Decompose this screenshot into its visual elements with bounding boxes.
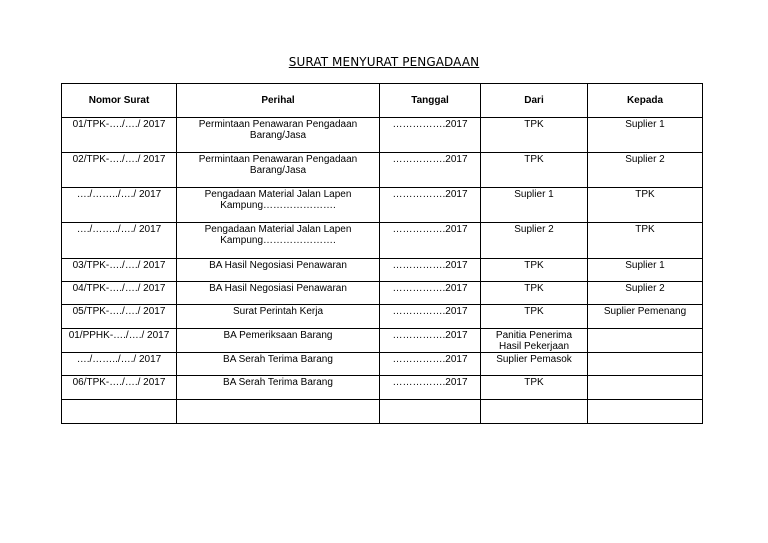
cell-nomor-surat: 01/PPHK-…./…./ 2017 (62, 329, 177, 353)
cell-nomor-surat: 01/TPK-…./…./ 2017 (62, 118, 177, 153)
cell-perihal: Surat Perintah Kerja (177, 305, 380, 329)
cell-dari: Suplier 2 (481, 223, 588, 259)
cell-perihal: BA Hasil Negosiasi Penawaran (177, 282, 380, 305)
cell-kepada: Suplier 1 (588, 259, 703, 282)
header-dari: Dari (481, 84, 588, 118)
cell-kepada: Suplier 2 (588, 282, 703, 305)
table-row (62, 353, 703, 376)
cell-dari: Panitia Penerima Hasil Pekerjaan (481, 329, 588, 353)
cell-perihal: BA Pemeriksaan Barang (177, 329, 380, 353)
header-perihal: Perihal (177, 84, 380, 118)
cell-nomor-surat: 06/TPK-…./…./ 2017 (62, 376, 177, 400)
cell-perihal: Pengadaan Material Jalan Lapen Kampung…………………. (177, 223, 380, 259)
cell-nomor-surat: 02/TPK-…./…./ 2017 (62, 153, 177, 188)
cell-tanggal: …………….2017 (380, 353, 481, 376)
cell-nomor-surat: 05/TPK-…./…./ 2017 (62, 305, 177, 329)
cell-perihal: Permintaan Penawaran Pengadaan Barang/Jasa (177, 118, 380, 153)
cell-perihal: BA Serah Terima Barang (177, 353, 380, 376)
cell-nomor-surat: 03/TPK-…./…./ 2017 (62, 259, 177, 282)
cell-perihal: Pengadaan Material Jalan Lapen Kampung…………………. (177, 188, 380, 223)
table-row (62, 259, 703, 282)
cell-dari: TPK (481, 259, 588, 282)
cell-perihal: BA Serah Terima Barang (177, 376, 380, 400)
cell-kepada (588, 376, 703, 400)
cell-kepada: Suplier 2 (588, 153, 703, 188)
cell-nomor-surat: …./……../…./ 2017 (62, 223, 177, 259)
cell-kepada (588, 329, 703, 353)
cell-dari: TPK (481, 282, 588, 305)
cell-perihal (177, 400, 380, 424)
cell-kepada (588, 400, 703, 424)
header-kepada: Kepada (588, 84, 703, 118)
cell-tanggal: …………….2017 (380, 376, 481, 400)
cell-tanggal: …………….2017 (380, 259, 481, 282)
cell-kepada: TPK (588, 223, 703, 259)
cell-nomor-surat: …./……../…./ 2017 (62, 188, 177, 223)
document-title: SURAT MENYURAT PENGADAAN (288, 55, 480, 69)
cell-perihal: Permintaan Penawaran Pengadaan Barang/Jasa (177, 153, 380, 188)
table-row (62, 188, 703, 223)
table-row (62, 282, 703, 305)
cell-dari (481, 400, 588, 424)
cell-perihal: BA Hasil Negosiasi Penawaran (177, 259, 380, 282)
table-row (62, 305, 703, 329)
cell-tanggal: …………….2017 (380, 188, 481, 223)
cell-tanggal (380, 400, 481, 424)
cell-nomor-surat (62, 400, 177, 424)
cell-tanggal: …………….2017 (380, 223, 481, 259)
cell-nomor-surat: …./……../…./ 2017 (62, 353, 177, 376)
header-nomor-surat: Nomor Surat (62, 84, 177, 118)
table-row (62, 376, 703, 400)
cell-dari: TPK (481, 153, 588, 188)
cell-tanggal: …………….2017 (380, 118, 481, 153)
cell-dari: Suplier 1 (481, 188, 588, 223)
table-row (62, 118, 703, 153)
header-tanggal: Tanggal (380, 84, 481, 118)
cell-tanggal: …………….2017 (380, 153, 481, 188)
table-header-row (62, 84, 703, 118)
cell-tanggal: …………….2017 (380, 305, 481, 329)
cell-dari: Suplier Pemasok (481, 353, 588, 376)
cell-kepada: TPK (588, 188, 703, 223)
cell-tanggal: …………….2017 (380, 282, 481, 305)
cell-nomor-surat: 04/TPK-…./…./ 2017 (62, 282, 177, 305)
cell-kepada: Suplier 1 (588, 118, 703, 153)
table-row (62, 223, 703, 259)
table-row (62, 329, 703, 353)
cell-dari: TPK (481, 376, 588, 400)
cell-dari: TPK (481, 305, 588, 329)
cell-tanggal: …………….2017 (380, 329, 481, 353)
correspondence-table (61, 83, 703, 424)
cell-kepada: Suplier Pemenang (588, 305, 703, 329)
cell-kepada (588, 353, 703, 376)
table-row-empty (62, 400, 703, 424)
table-row (62, 153, 703, 188)
cell-dari: TPK (481, 118, 588, 153)
